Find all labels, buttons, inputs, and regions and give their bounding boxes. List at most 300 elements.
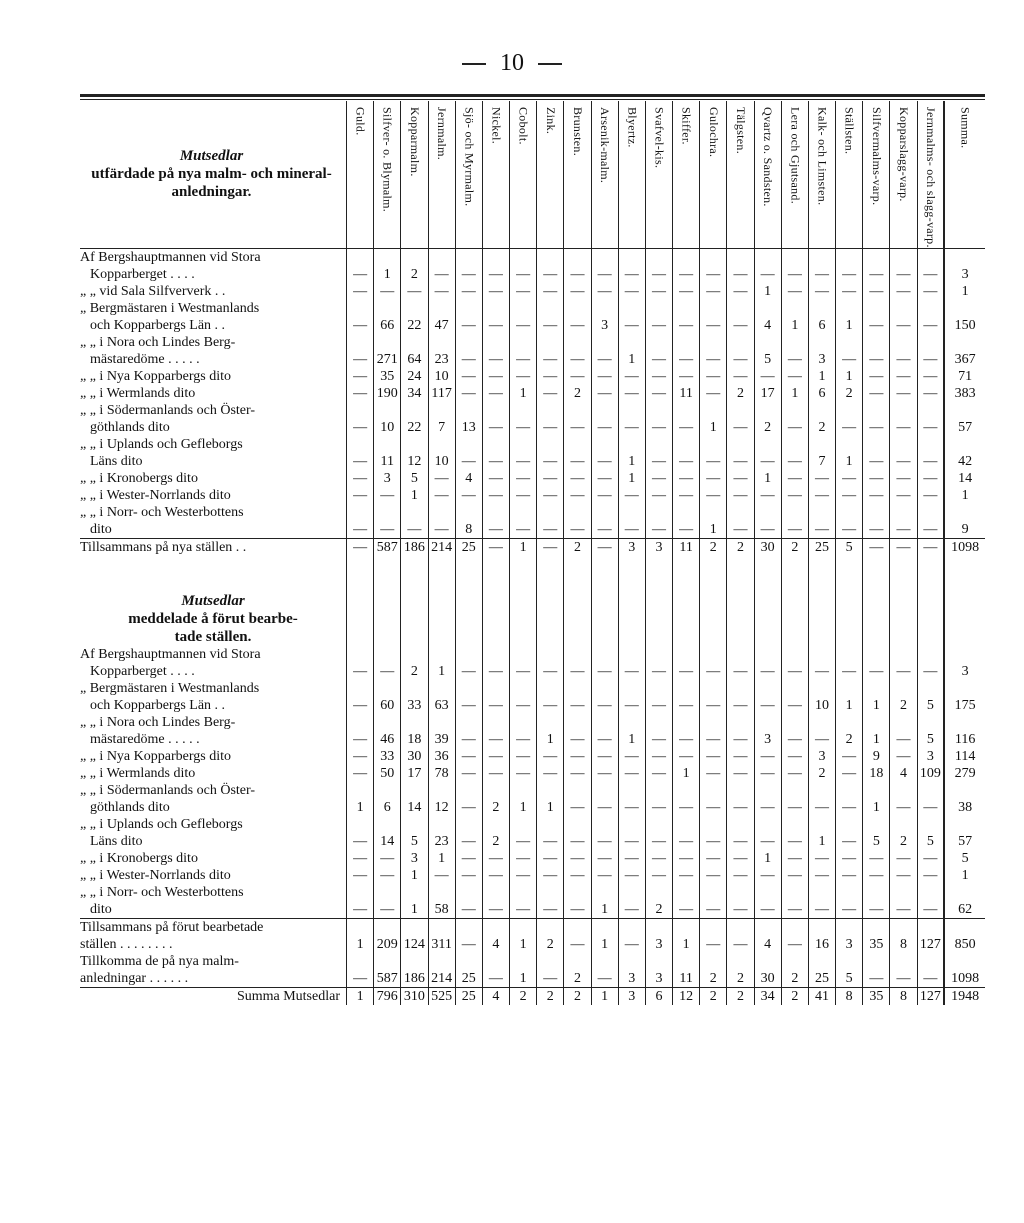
table-cell: — <box>808 283 835 300</box>
table-cell: — <box>537 300 564 334</box>
table-cell: — <box>836 504 863 539</box>
table-cell: — <box>754 436 781 470</box>
table-cell: 22 <box>401 300 428 334</box>
table-cell: 2 <box>537 918 564 953</box>
table-cell: — <box>645 850 672 867</box>
table-cell: 5 <box>836 953 863 988</box>
table-cell: — <box>700 850 727 867</box>
top-rule-thin <box>80 99 985 100</box>
table-cell: — <box>618 385 645 402</box>
table-cell: — <box>482 334 509 368</box>
table-cell: 25 <box>808 953 835 988</box>
table-cell: — <box>836 487 863 504</box>
table-cell: — <box>591 646 618 680</box>
table-row <box>80 248 985 283</box>
table-cell: — <box>591 765 618 782</box>
empty-cell <box>700 556 727 646</box>
column-header-label: Jernmalm. <box>435 107 450 161</box>
empty-cell <box>673 556 700 646</box>
column-header <box>808 101 835 248</box>
table-cell: — <box>808 487 835 504</box>
table-cell: — <box>537 748 564 765</box>
table-cell: 12 <box>428 782 455 816</box>
table-cell: 17 <box>754 385 781 402</box>
row-label-line: dito <box>90 521 112 537</box>
row-label-line: göthlands dito <box>90 799 170 815</box>
row-label-line: och Kopparbergs Län . . <box>90 317 226 333</box>
table-cell: — <box>591 850 618 867</box>
table-cell: 2 <box>890 816 917 850</box>
table-cell: 3 <box>374 470 401 487</box>
table-cell: — <box>863 867 890 884</box>
table-cell: — <box>808 884 835 919</box>
table-row <box>80 884 985 919</box>
table-cell: — <box>510 470 537 487</box>
table-cell: — <box>781 504 808 539</box>
row-label-line: Summa Mutsedlar <box>236 988 340 1004</box>
table-cell: — <box>808 782 835 816</box>
table-cell: — <box>781 748 808 765</box>
table-cell: — <box>564 765 591 782</box>
page-number-dash-right <box>538 63 562 65</box>
table-cell: 1 <box>808 368 835 385</box>
table-cell: — <box>890 867 917 884</box>
table-cell: — <box>455 765 482 782</box>
row-label-line: mästaredöme . . . . . <box>90 731 200 747</box>
table-cell: — <box>917 884 944 919</box>
table-cell: 1 <box>700 504 727 539</box>
table-cell: — <box>346 436 373 470</box>
column-header-label: Brunsten. <box>570 107 585 157</box>
column-header-label: Kopparslagg-varp. <box>897 107 911 202</box>
table-cell: — <box>591 402 618 436</box>
table-cell: — <box>863 953 890 988</box>
column-header <box>510 101 537 248</box>
table-cell: 1 <box>618 436 645 470</box>
table-cell: — <box>890 334 917 368</box>
table-cell: — <box>754 646 781 680</box>
table-cell: — <box>537 765 564 782</box>
table-cell: — <box>591 714 618 748</box>
table-cell: 2 <box>564 987 591 1005</box>
table-cell: — <box>374 884 401 919</box>
row-label <box>80 867 346 884</box>
column-header-label: Cobolt. <box>516 107 531 145</box>
table-cell: — <box>700 487 727 504</box>
column-header-label: Zink. <box>543 107 558 135</box>
table-cell: — <box>645 470 672 487</box>
table-cell: 63 <box>428 680 455 714</box>
table-cell: — <box>673 646 700 680</box>
table-cell: 1 <box>428 646 455 680</box>
row-label <box>80 884 346 919</box>
row-label <box>80 248 346 283</box>
table-cell: 5 <box>754 334 781 368</box>
table-cell: 1 <box>346 918 373 953</box>
table-cell: — <box>700 867 727 884</box>
table-cell: — <box>863 300 890 334</box>
table-cell: — <box>510 402 537 436</box>
table-cell: — <box>917 283 944 300</box>
empty-cell <box>428 556 455 646</box>
column-header-label: Nickel. <box>489 107 504 145</box>
table-cell: — <box>754 748 781 765</box>
table-cell: 23 <box>428 334 455 368</box>
row-label <box>80 300 346 334</box>
empty-cell <box>890 556 917 646</box>
table-cell: — <box>591 953 618 988</box>
table-cell: 23 <box>428 816 455 850</box>
column-header-label: Skiffer. <box>679 107 694 145</box>
table-cell: — <box>455 248 482 283</box>
table-cell: 18 <box>401 714 428 748</box>
table-row <box>80 487 985 504</box>
row-label-line: göthlands dito <box>90 419 170 435</box>
table-cell: — <box>482 248 509 283</box>
table-cell: 5 <box>944 850 985 867</box>
table-cell: 271 <box>374 334 401 368</box>
table-cell: — <box>890 850 917 867</box>
table-cell: — <box>917 402 944 436</box>
column-header <box>754 101 781 248</box>
table-cell: — <box>917 504 944 539</box>
table-cell: — <box>836 646 863 680</box>
table-cell: — <box>455 385 482 402</box>
table-row <box>80 850 985 867</box>
column-header-label: Kalk- och Limsten. <box>815 107 830 206</box>
table-cell: 3 <box>645 538 672 556</box>
table-cell: — <box>754 487 781 504</box>
table-cell: — <box>917 368 944 385</box>
table-cell: 2 <box>645 884 672 919</box>
empty-cell <box>917 556 944 646</box>
column-header-label: Sjö- och Myrmalm. <box>462 107 477 207</box>
page-number-dash-left <box>462 63 486 65</box>
table-cell: 1 <box>618 470 645 487</box>
table-cell: 46 <box>374 714 401 748</box>
table-cell: — <box>836 748 863 765</box>
table-row <box>80 368 985 385</box>
table-row <box>80 538 985 556</box>
table-cell: — <box>754 867 781 884</box>
table-row <box>80 334 985 368</box>
row-label <box>80 850 346 867</box>
table-cell: — <box>618 646 645 680</box>
table-cell: — <box>510 504 537 539</box>
table-cell: — <box>482 504 509 539</box>
table-cell: — <box>890 300 917 334</box>
table-cell: — <box>917 782 944 816</box>
table-cell: — <box>510 646 537 680</box>
table-cell: — <box>482 368 509 385</box>
table-cell: — <box>836 402 863 436</box>
row-label-line: „ „ i Nya Kopparbergs dito <box>80 368 231 384</box>
table-cell: — <box>564 680 591 714</box>
table-cell: — <box>890 782 917 816</box>
empty-cell <box>374 556 401 646</box>
table-cell: — <box>673 884 700 919</box>
table-cell: 2 <box>537 987 564 1005</box>
table-cell: — <box>346 884 373 919</box>
table-cell: — <box>727 714 754 748</box>
table-cell: — <box>673 436 700 470</box>
section-title-line: tade ställen. <box>174 628 252 645</box>
table-cell: — <box>808 850 835 867</box>
table-cell: — <box>537 368 564 385</box>
column-header <box>727 101 754 248</box>
table-cell: — <box>673 816 700 850</box>
table-cell: — <box>890 385 917 402</box>
table-cell: — <box>618 283 645 300</box>
table-cell: — <box>917 300 944 334</box>
column-header-label: Gulochra. <box>706 107 721 158</box>
table-cell: 33 <box>374 748 401 765</box>
table-cell: — <box>645 714 672 748</box>
table-cell: — <box>781 884 808 919</box>
table-cell: — <box>374 850 401 867</box>
table-cell: — <box>727 918 754 953</box>
table-cell: — <box>645 816 672 850</box>
table-cell: — <box>537 436 564 470</box>
table-cell: 1 <box>428 850 455 867</box>
table-cell: — <box>863 538 890 556</box>
column-header <box>564 101 591 248</box>
table-cell: — <box>890 487 917 504</box>
table-cell: 1 <box>618 334 645 368</box>
table-cell: — <box>346 283 373 300</box>
table-cell: — <box>645 436 672 470</box>
table-cell: 1948 <box>944 987 985 1005</box>
table-cell: — <box>564 748 591 765</box>
table-cell: — <box>591 816 618 850</box>
table-cell: 186 <box>401 953 428 988</box>
table-cell: — <box>863 402 890 436</box>
table-cell: — <box>591 867 618 884</box>
table-cell: — <box>510 436 537 470</box>
table-cell: — <box>537 816 564 850</box>
table-cell: — <box>781 334 808 368</box>
table-cell: — <box>754 782 781 816</box>
row-label-line: „ „ i Nora och Lindes Berg- <box>80 334 236 350</box>
table-cell: — <box>727 402 754 436</box>
table-cell: 57 <box>944 816 985 850</box>
table-body <box>80 248 985 1005</box>
table-cell: — <box>727 765 754 782</box>
table-cell: — <box>618 918 645 953</box>
table-cell: — <box>455 918 482 953</box>
table-cell: — <box>890 368 917 385</box>
table-row <box>80 987 985 1005</box>
table-cell: 9 <box>944 504 985 539</box>
table-cell: — <box>374 487 401 504</box>
table-title-line1: Mutsedlar <box>179 147 244 164</box>
row-label-line: „ „ i Kronobergs dito <box>80 850 198 866</box>
table-cell: 1 <box>346 782 373 816</box>
table-cell: — <box>510 300 537 334</box>
table-cell: 124 <box>401 918 428 953</box>
table-row <box>80 816 985 850</box>
table-cell: 11 <box>374 436 401 470</box>
table-cell: — <box>836 782 863 816</box>
table-cell: — <box>645 680 672 714</box>
column-header <box>374 101 401 248</box>
table-row <box>80 470 985 487</box>
table-cell: — <box>700 884 727 919</box>
table-cell: 14 <box>401 782 428 816</box>
row-label-line: Läns dito <box>90 453 143 469</box>
table-cell: — <box>781 436 808 470</box>
table-cell: 39 <box>428 714 455 748</box>
table-cell: — <box>455 487 482 504</box>
table-cell: 2 <box>482 782 509 816</box>
table-cell: — <box>917 487 944 504</box>
row-label-line: „ „ i Wester-Norrlands dito <box>80 487 231 503</box>
table-cell: 1 <box>781 300 808 334</box>
table-cell: 13 <box>455 402 482 436</box>
section-title-row <box>80 556 985 646</box>
table-cell: — <box>890 646 917 680</box>
table-cell: — <box>673 334 700 368</box>
table-row <box>80 680 985 714</box>
table-cell: — <box>727 646 754 680</box>
row-label-line: „ Bergmästaren i Westmanlands <box>80 300 260 316</box>
column-header <box>890 101 917 248</box>
page-number-text: 10 <box>500 50 524 76</box>
table-cell: — <box>564 504 591 539</box>
table-cell: — <box>808 867 835 884</box>
table-cell: — <box>510 334 537 368</box>
table-cell: — <box>537 504 564 539</box>
table-cell: — <box>890 504 917 539</box>
table-cell: — <box>700 748 727 765</box>
table-cell: — <box>863 283 890 300</box>
table-cell: — <box>618 680 645 714</box>
table-cell: — <box>455 436 482 470</box>
row-label-line: „ „ i Wermlands dito <box>80 765 196 781</box>
table-cell: — <box>890 248 917 283</box>
table-cell: — <box>863 368 890 385</box>
table-cell: — <box>564 283 591 300</box>
table-cell: — <box>645 402 672 436</box>
row-label-line: mästaredöme . . . . . <box>90 351 200 367</box>
table-cell: — <box>645 646 672 680</box>
table-cell: 214 <box>428 953 455 988</box>
table-cell: — <box>401 504 428 539</box>
empty-cell <box>482 556 509 646</box>
table-cell: — <box>618 867 645 884</box>
table-cell: — <box>917 385 944 402</box>
table-cell: — <box>754 680 781 714</box>
table-cell: 25 <box>455 987 482 1005</box>
table-cell: 2 <box>727 385 754 402</box>
table-cell: 1 <box>346 987 373 1005</box>
column-header <box>645 101 672 248</box>
table-cell: — <box>673 283 700 300</box>
table-cell: — <box>645 782 672 816</box>
table-cell: 10 <box>428 368 455 385</box>
section-title-line: Mutsedlar <box>181 592 245 609</box>
table-cell: 30 <box>754 538 781 556</box>
column-header-label: Blyertz. <box>625 107 640 148</box>
table-cell: — <box>482 300 509 334</box>
table-cell: — <box>618 504 645 539</box>
table-cell: 525 <box>428 987 455 1005</box>
table-cell: 25 <box>455 953 482 988</box>
table-cell: 383 <box>944 385 985 402</box>
column-header-label: Tälgsten. <box>733 107 748 155</box>
table-cell: — <box>510 680 537 714</box>
table-cell: — <box>455 300 482 334</box>
table-cell: 47 <box>428 300 455 334</box>
table-cell: — <box>455 748 482 765</box>
empty-cell <box>754 556 781 646</box>
table-cell: — <box>428 867 455 884</box>
table-cell: — <box>537 283 564 300</box>
table-cell: 10 <box>374 402 401 436</box>
table-cell: 5 <box>917 680 944 714</box>
table-cell: 11 <box>673 953 700 988</box>
empty-cell <box>944 556 985 646</box>
table-cell: — <box>346 248 373 283</box>
table-cell: — <box>618 248 645 283</box>
column-header <box>836 101 863 248</box>
table-cell: 2 <box>700 987 727 1005</box>
table-cell: — <box>727 487 754 504</box>
table-cell: — <box>482 283 509 300</box>
table-cell: — <box>346 487 373 504</box>
table-cell: — <box>781 918 808 953</box>
table-row <box>80 283 985 300</box>
row-label-line: „ „ i Uplands och Gefleborgs <box>80 816 243 832</box>
table-cell: — <box>917 334 944 368</box>
table-cell: 1 <box>863 714 890 748</box>
table-cell: 5 <box>836 538 863 556</box>
table-cell: 1 <box>510 918 537 953</box>
table-cell: 6 <box>645 987 672 1005</box>
table-cell: — <box>863 385 890 402</box>
table-cell: 127 <box>917 918 944 953</box>
table-cell: — <box>455 283 482 300</box>
table-cell: — <box>482 680 509 714</box>
table-cell: 78 <box>428 765 455 782</box>
column-header-label: Kopparmalm. <box>407 107 422 177</box>
page-number <box>0 50 1024 77</box>
table-cell: — <box>863 487 890 504</box>
table-cell: — <box>781 283 808 300</box>
table-cell: 30 <box>754 953 781 988</box>
table-cell: 7 <box>808 436 835 470</box>
row-label-line: „ „ i Nya Kopparbergs dito <box>80 748 231 764</box>
table-cell: 1098 <box>944 538 985 556</box>
table-cell: — <box>346 368 373 385</box>
table-cell: 114 <box>944 748 985 765</box>
table-cell: — <box>591 487 618 504</box>
table-cell: — <box>346 953 373 988</box>
table-cell: — <box>863 248 890 283</box>
table-row <box>80 300 985 334</box>
table-row <box>80 402 985 436</box>
table-cell: — <box>700 680 727 714</box>
table-cell: — <box>537 680 564 714</box>
table-cell: 310 <box>401 987 428 1005</box>
table-cell: — <box>781 470 808 487</box>
table-cell: — <box>346 850 373 867</box>
table-cell: — <box>727 368 754 385</box>
table-cell: — <box>537 646 564 680</box>
table-cell: 24 <box>401 368 428 385</box>
row-label-line: „ „ i Wester-Norrlands dito <box>80 867 231 883</box>
table-cell: — <box>836 816 863 850</box>
